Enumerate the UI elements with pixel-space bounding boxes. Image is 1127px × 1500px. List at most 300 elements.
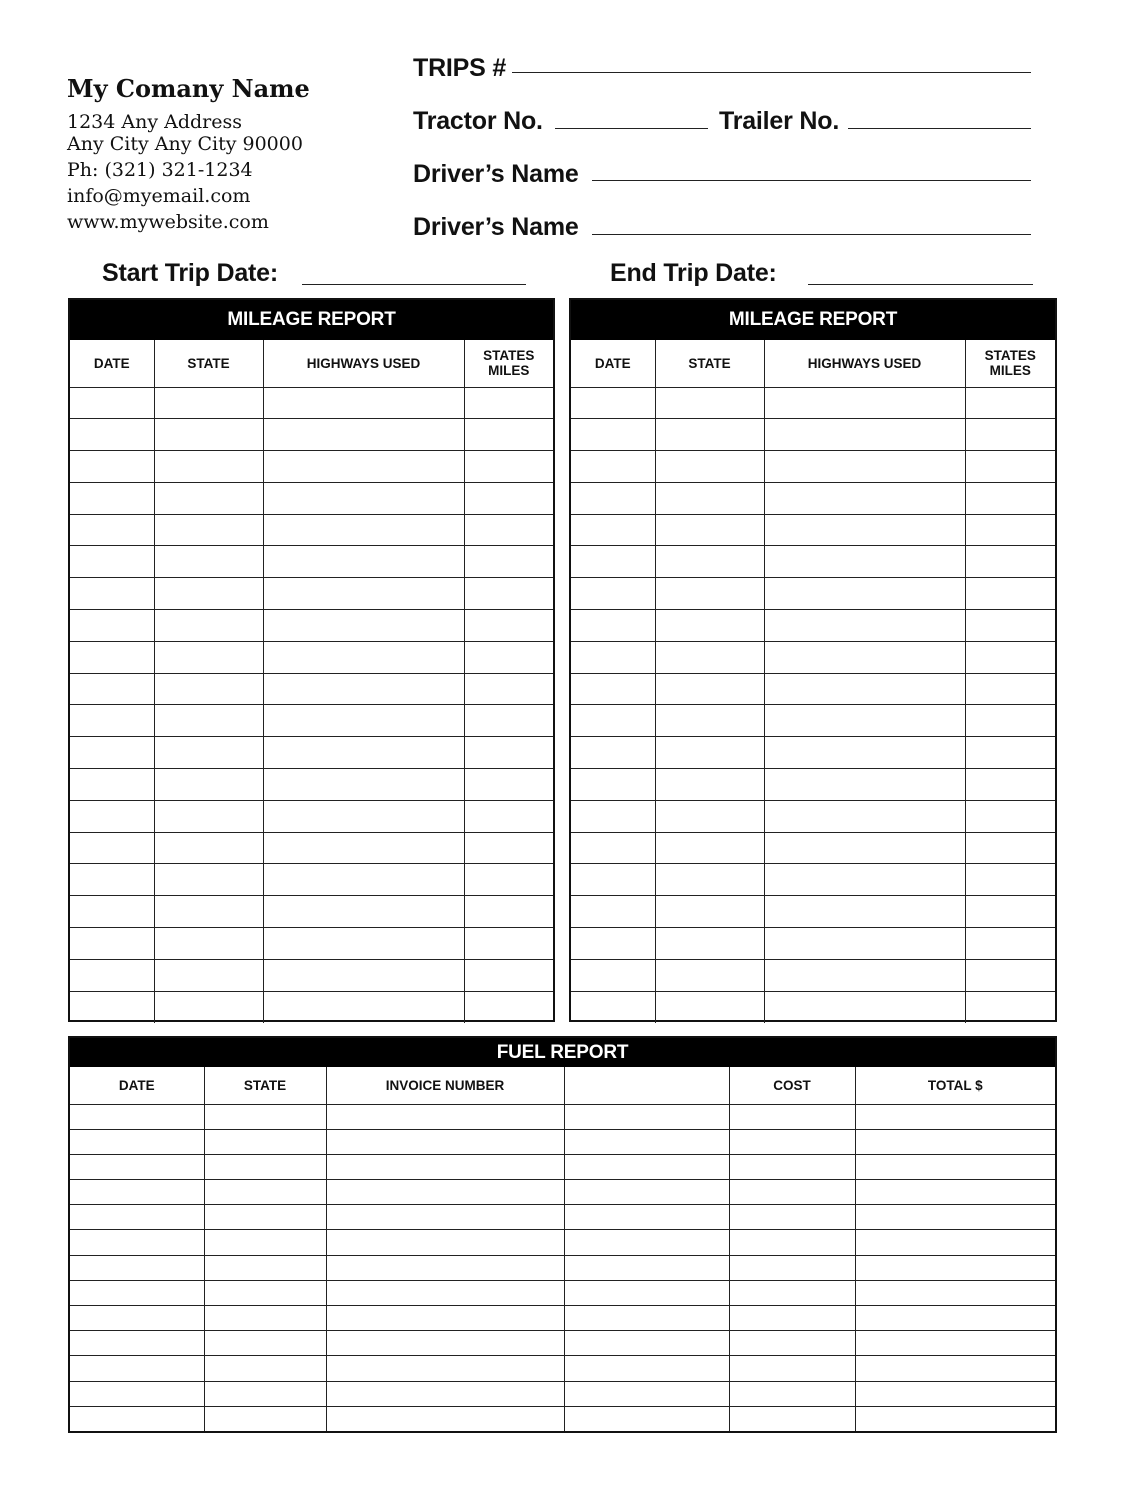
- table-cell[interactable]: [70, 1280, 204, 1305]
- table-cell[interactable]: [965, 864, 1055, 896]
- table-cell[interactable]: [564, 1104, 729, 1129]
- table-row: [70, 451, 553, 483]
- table-cell[interactable]: [965, 387, 1055, 419]
- table-cell[interactable]: [326, 1255, 564, 1280]
- table-row: [571, 928, 1055, 960]
- table-cell[interactable]: [70, 1104, 204, 1129]
- table-cell[interactable]: [564, 1255, 729, 1280]
- table-cell[interactable]: [154, 482, 263, 514]
- table-cell[interactable]: [571, 451, 655, 483]
- table-cell[interactable]: [154, 959, 263, 991]
- company-email: info@myemail.com: [67, 185, 251, 207]
- table-cell[interactable]: [263, 482, 464, 514]
- table-cell[interactable]: [70, 673, 154, 705]
- table-cell[interactable]: [764, 928, 965, 960]
- mileage-rows-left: [70, 387, 553, 1023]
- table-cell[interactable]: [564, 1180, 729, 1205]
- table-row: [571, 673, 1055, 705]
- table-cell[interactable]: [70, 864, 154, 896]
- company-address-line-1: 1234 Any Address: [67, 111, 242, 133]
- table-cell[interactable]: [326, 1381, 564, 1406]
- table-cell[interactable]: [464, 387, 553, 419]
- table-cell[interactable]: [564, 1356, 729, 1381]
- table-cell[interactable]: [764, 832, 965, 864]
- table-cell[interactable]: [965, 514, 1055, 546]
- table-cell[interactable]: [204, 1306, 326, 1331]
- table-row: [70, 610, 553, 642]
- table-cell[interactable]: [464, 769, 553, 801]
- table-cell[interactable]: [729, 1255, 855, 1280]
- table-cell[interactable]: [764, 387, 965, 419]
- table-cell[interactable]: [729, 1104, 855, 1129]
- table-cell[interactable]: [154, 864, 263, 896]
- table-cell[interactable]: [464, 705, 553, 737]
- table-cell[interactable]: [464, 673, 553, 705]
- table-cell[interactable]: [70, 1306, 204, 1331]
- table-cell[interactable]: [655, 419, 764, 451]
- table-cell[interactable]: [464, 546, 553, 578]
- end-trip-date-input-line[interactable]: [808, 284, 1033, 285]
- table-cell[interactable]: [764, 546, 965, 578]
- table-cell[interactable]: [154, 451, 263, 483]
- table-cell[interactable]: [70, 514, 154, 546]
- table-cell[interactable]: [154, 896, 263, 928]
- table-cell[interactable]: [564, 1331, 729, 1356]
- table-cell[interactable]: [764, 800, 965, 832]
- table-cell[interactable]: [326, 1154, 564, 1179]
- table-row: [70, 1230, 1055, 1255]
- table-cell[interactable]: [965, 546, 1055, 578]
- table-cell[interactable]: [855, 1129, 1055, 1154]
- table-row: [70, 896, 553, 928]
- table-row: [571, 705, 1055, 737]
- table-cell[interactable]: [855, 1381, 1055, 1406]
- table-cell[interactable]: [965, 896, 1055, 928]
- table-cell[interactable]: [965, 641, 1055, 673]
- table-cell[interactable]: [263, 959, 464, 991]
- table-cell[interactable]: [571, 419, 655, 451]
- table-cell[interactable]: [965, 959, 1055, 991]
- table-cell[interactable]: [70, 928, 154, 960]
- table-cell[interactable]: [855, 1230, 1055, 1255]
- mileage-rows-right: [571, 387, 1055, 1023]
- driver-name-label-2: Driver’s Name: [413, 213, 579, 241]
- table-cell[interactable]: [204, 1381, 326, 1406]
- table-cell[interactable]: [204, 1280, 326, 1305]
- table-cell[interactable]: [70, 419, 154, 451]
- table-cell[interactable]: [855, 1280, 1055, 1305]
- fuel-table: [70, 1067, 1055, 1431]
- table-cell[interactable]: [70, 1154, 204, 1179]
- table-cell[interactable]: [729, 1154, 855, 1179]
- table-cell[interactable]: [855, 1306, 1055, 1331]
- table-cell[interactable]: [154, 387, 263, 419]
- table-row: [70, 769, 553, 801]
- table-cell[interactable]: [729, 1406, 855, 1431]
- table-cell[interactable]: [464, 451, 553, 483]
- table-cell[interactable]: [326, 1129, 564, 1154]
- table-row: [571, 800, 1055, 832]
- table-cell[interactable]: [263, 451, 464, 483]
- table-cell[interactable]: [855, 1356, 1055, 1381]
- table-cell[interactable]: [655, 514, 764, 546]
- table-cell[interactable]: [655, 482, 764, 514]
- table-cell[interactable]: [729, 1356, 855, 1381]
- table-cell[interactable]: [965, 610, 1055, 642]
- table-cell[interactable]: [464, 959, 553, 991]
- tractor-input-line[interactable]: [555, 128, 708, 129]
- table-cell[interactable]: [326, 1280, 564, 1305]
- table-cell[interactable]: [326, 1205, 564, 1230]
- mileage-report-right: [569, 298, 1057, 1022]
- table-cell[interactable]: [729, 1129, 855, 1154]
- table-cell[interactable]: [70, 451, 154, 483]
- table-cell[interactable]: [154, 800, 263, 832]
- table-cell[interactable]: [655, 641, 764, 673]
- table-cell[interactable]: [729, 1205, 855, 1230]
- table-cell[interactable]: [154, 546, 263, 578]
- table-cell[interactable]: [70, 1180, 204, 1205]
- table-cell[interactable]: [655, 896, 764, 928]
- table-cell[interactable]: [70, 482, 154, 514]
- table-cell[interactable]: [571, 800, 655, 832]
- table-cell[interactable]: [204, 1230, 326, 1255]
- table-cell[interactable]: [263, 578, 464, 610]
- table-cell[interactable]: [855, 1154, 1055, 1179]
- table-cell[interactable]: [464, 737, 553, 769]
- table-cell[interactable]: [70, 578, 154, 610]
- table-cell[interactable]: [263, 387, 464, 419]
- table-cell[interactable]: [564, 1129, 729, 1154]
- table-row: [571, 482, 1055, 514]
- table-cell[interactable]: [204, 1356, 326, 1381]
- table-cell[interactable]: [571, 673, 655, 705]
- table-row: [70, 514, 553, 546]
- table-cell[interactable]: [154, 991, 263, 1023]
- table-cell[interactable]: [154, 578, 263, 610]
- table-cell[interactable]: [655, 610, 764, 642]
- table-row: [571, 864, 1055, 896]
- table-cell[interactable]: [326, 1331, 564, 1356]
- mileage-report-title: MILEAGE REPORT: [70, 300, 553, 340]
- table-cell[interactable]: [965, 673, 1055, 705]
- table-cell[interactable]: [564, 1230, 729, 1255]
- table-cell[interactable]: [655, 387, 764, 419]
- table-cell[interactable]: [70, 1356, 204, 1381]
- table-cell[interactable]: [571, 832, 655, 864]
- table-row: [70, 991, 553, 1023]
- column-header-date: DATE: [70, 340, 154, 387]
- table-cell[interactable]: [729, 1381, 855, 1406]
- table-cell[interactable]: [464, 641, 553, 673]
- table-cell[interactable]: [571, 705, 655, 737]
- table-row: [70, 1381, 1055, 1406]
- table-row: [70, 800, 553, 832]
- table-cell[interactable]: [571, 546, 655, 578]
- table-cell[interactable]: [764, 991, 965, 1023]
- table-cell[interactable]: [70, 610, 154, 642]
- table-cell[interactable]: [154, 514, 263, 546]
- table-cell[interactable]: [204, 1180, 326, 1205]
- table-cell[interactable]: [965, 451, 1055, 483]
- table-cell[interactable]: [564, 1306, 729, 1331]
- table-cell[interactable]: [655, 864, 764, 896]
- table-cell[interactable]: [70, 991, 154, 1023]
- table-cell[interactable]: [564, 1205, 729, 1230]
- table-cell[interactable]: [326, 1406, 564, 1431]
- table-row: [571, 387, 1055, 419]
- table-row: [70, 1180, 1055, 1205]
- table-cell[interactable]: [263, 864, 464, 896]
- table-cell[interactable]: [655, 800, 764, 832]
- table-cell[interactable]: [70, 737, 154, 769]
- table-row: [70, 419, 553, 451]
- table-row: [70, 546, 553, 578]
- table-cell[interactable]: [70, 1406, 204, 1431]
- table-row: [70, 737, 553, 769]
- table-cell[interactable]: [326, 1306, 564, 1331]
- table-cell[interactable]: [70, 546, 154, 578]
- table-cell[interactable]: [464, 482, 553, 514]
- table-cell[interactable]: [655, 737, 764, 769]
- trailer-label: Trailer No.: [719, 107, 840, 135]
- table-cell[interactable]: [764, 419, 965, 451]
- column-header-highways-used: HIGHWAYS USED: [764, 340, 965, 387]
- table-cell[interactable]: [764, 737, 965, 769]
- table-cell[interactable]: [655, 546, 764, 578]
- table-cell[interactable]: [204, 1154, 326, 1179]
- table-row: [70, 959, 553, 991]
- table-cell[interactable]: [464, 928, 553, 960]
- table-cell[interactable]: [965, 991, 1055, 1023]
- table-cell[interactable]: [965, 800, 1055, 832]
- table-cell[interactable]: [154, 419, 263, 451]
- table-cell[interactable]: [855, 1104, 1055, 1129]
- table-cell[interactable]: [764, 482, 965, 514]
- table-cell[interactable]: [564, 1154, 729, 1179]
- table-cell[interactable]: [326, 1104, 564, 1129]
- table-cell[interactable]: [70, 1230, 204, 1255]
- table-cell[interactable]: [564, 1406, 729, 1431]
- table-cell[interactable]: [326, 1356, 564, 1381]
- table-cell[interactable]: [263, 832, 464, 864]
- table-cell[interactable]: [464, 991, 553, 1023]
- table-cell[interactable]: [571, 896, 655, 928]
- table-cell[interactable]: [965, 769, 1055, 801]
- table-cell[interactable]: [655, 451, 764, 483]
- table-cell[interactable]: [70, 800, 154, 832]
- start-trip-date-label: Start Trip Date:: [102, 259, 278, 287]
- table-cell[interactable]: [70, 641, 154, 673]
- table-cell[interactable]: [729, 1331, 855, 1356]
- table-cell[interactable]: [729, 1230, 855, 1255]
- end-trip-date-label: End Trip Date:: [610, 259, 777, 287]
- table-row: [571, 641, 1055, 673]
- table-cell[interactable]: [70, 705, 154, 737]
- table-cell[interactable]: [464, 610, 553, 642]
- table-cell[interactable]: [154, 769, 263, 801]
- table-cell[interactable]: [764, 959, 965, 991]
- table-cell[interactable]: [70, 1205, 204, 1230]
- table-cell[interactable]: [204, 1255, 326, 1280]
- table-cell[interactable]: [571, 387, 655, 419]
- table-cell[interactable]: [204, 1205, 326, 1230]
- table-cell[interactable]: [855, 1331, 1055, 1356]
- driver-name-label-1: Driver’s Name: [413, 160, 579, 188]
- table-cell[interactable]: [263, 419, 464, 451]
- trailer-input-line[interactable]: [848, 128, 1031, 129]
- table-cell[interactable]: [204, 1406, 326, 1431]
- table-cell[interactable]: [154, 641, 263, 673]
- fuel-report-title: FUEL REPORT: [70, 1038, 1055, 1067]
- table-row: [70, 1255, 1055, 1280]
- table-cell[interactable]: [965, 705, 1055, 737]
- start-trip-date-input-line[interactable]: [302, 284, 526, 285]
- table-cell[interactable]: [263, 514, 464, 546]
- table-cell[interactable]: [263, 800, 464, 832]
- table-cell[interactable]: [70, 1255, 204, 1280]
- table-cell[interactable]: [70, 959, 154, 991]
- table-row: [571, 991, 1055, 1023]
- table-cell[interactable]: [571, 991, 655, 1023]
- table-cell[interactable]: [154, 928, 263, 960]
- table-row: [70, 673, 553, 705]
- table-cell[interactable]: [655, 928, 764, 960]
- table-cell[interactable]: [764, 864, 965, 896]
- table-cell[interactable]: [464, 578, 553, 610]
- table-cell[interactable]: [154, 737, 263, 769]
- table-cell[interactable]: [729, 1306, 855, 1331]
- table-cell[interactable]: [263, 896, 464, 928]
- table-cell[interactable]: [571, 578, 655, 610]
- table-cell[interactable]: [70, 832, 154, 864]
- column-header-states-miles: STATES MILES: [464, 340, 553, 387]
- table-row: [70, 387, 553, 419]
- table-cell[interactable]: [764, 514, 965, 546]
- table-cell[interactable]: [764, 673, 965, 705]
- table-cell[interactable]: [70, 896, 154, 928]
- table-cell[interactable]: [965, 578, 1055, 610]
- table-row: [70, 1104, 1055, 1129]
- table-cell[interactable]: [764, 896, 965, 928]
- table-cell[interactable]: [464, 864, 553, 896]
- table-cell[interactable]: [263, 769, 464, 801]
- table-cell[interactable]: [571, 928, 655, 960]
- company-phone: Ph: (321) 321-1234: [67, 159, 253, 181]
- table-cell[interactable]: [464, 419, 553, 451]
- table-cell[interactable]: [655, 959, 764, 991]
- table-cell[interactable]: [263, 705, 464, 737]
- table-cell[interactable]: [655, 991, 764, 1023]
- table-cell[interactable]: [464, 896, 553, 928]
- table-row: [70, 1129, 1055, 1154]
- table-cell[interactable]: [764, 578, 965, 610]
- table-row: [70, 1205, 1055, 1230]
- table-cell[interactable]: [154, 832, 263, 864]
- driver-name-input-line-2[interactable]: [592, 234, 1031, 235]
- table-cell[interactable]: [263, 928, 464, 960]
- table-cell[interactable]: [571, 482, 655, 514]
- driver-name-input-line-1[interactable]: [592, 180, 1031, 181]
- table-cell[interactable]: [571, 737, 655, 769]
- table-cell[interactable]: [263, 991, 464, 1023]
- table-cell[interactable]: [154, 673, 263, 705]
- table-cell[interactable]: [855, 1406, 1055, 1431]
- table-cell[interactable]: [204, 1129, 326, 1154]
- table-cell[interactable]: [70, 769, 154, 801]
- table-row: [571, 737, 1055, 769]
- table-cell[interactable]: [70, 1381, 204, 1406]
- table-cell[interactable]: [855, 1255, 1055, 1280]
- table-cell[interactable]: [655, 832, 764, 864]
- table-cell[interactable]: [965, 928, 1055, 960]
- table-cell[interactable]: [571, 959, 655, 991]
- table-cell[interactable]: [965, 482, 1055, 514]
- table-cell[interactable]: [154, 705, 263, 737]
- table-cell[interactable]: [263, 641, 464, 673]
- trips-label: TRIPS #: [413, 54, 507, 82]
- table-cell[interactable]: [464, 832, 553, 864]
- table-cell[interactable]: [204, 1331, 326, 1356]
- table-cell[interactable]: [564, 1280, 729, 1305]
- table-cell[interactable]: [764, 451, 965, 483]
- table-cell[interactable]: [764, 610, 965, 642]
- table-cell[interactable]: [263, 737, 464, 769]
- table-cell[interactable]: [655, 769, 764, 801]
- table-cell[interactable]: [655, 578, 764, 610]
- table-cell[interactable]: [655, 673, 764, 705]
- table-cell[interactable]: [464, 800, 553, 832]
- table-cell[interactable]: [655, 705, 764, 737]
- table-cell[interactable]: [729, 1280, 855, 1305]
- table-cell[interactable]: [571, 641, 655, 673]
- table-cell[interactable]: [263, 546, 464, 578]
- table-cell[interactable]: [204, 1104, 326, 1129]
- table-cell[interactable]: [764, 641, 965, 673]
- table-cell[interactable]: [855, 1205, 1055, 1230]
- company-name: My Comany Name: [67, 74, 310, 103]
- table-cell[interactable]: [154, 610, 263, 642]
- table-cell[interactable]: [263, 610, 464, 642]
- table-cell[interactable]: [729, 1180, 855, 1205]
- table-cell[interactable]: [70, 1129, 204, 1154]
- table-row: [571, 610, 1055, 642]
- table-cell[interactable]: [564, 1381, 729, 1406]
- table-row: [571, 959, 1055, 991]
- table-row: [70, 1280, 1055, 1305]
- table-cell[interactable]: [764, 769, 965, 801]
- table-cell[interactable]: [855, 1180, 1055, 1205]
- table-cell[interactable]: [70, 387, 154, 419]
- table-cell[interactable]: [326, 1180, 564, 1205]
- table-cell[interactable]: [263, 673, 464, 705]
- table-cell[interactable]: [326, 1230, 564, 1255]
- table-cell[interactable]: [571, 864, 655, 896]
- trips-input-line[interactable]: [512, 72, 1031, 73]
- table-cell[interactable]: [70, 1331, 204, 1356]
- table-cell[interactable]: [571, 610, 655, 642]
- table-cell[interactable]: [965, 737, 1055, 769]
- table-cell[interactable]: [764, 705, 965, 737]
- table-cell[interactable]: [571, 769, 655, 801]
- company-address-line-2: Any City Any City 90000: [67, 133, 303, 155]
- table-cell[interactable]: [464, 514, 553, 546]
- column-header-cost: COST: [729, 1067, 855, 1104]
- table-cell[interactable]: [571, 514, 655, 546]
- table-row: [70, 641, 553, 673]
- table-cell[interactable]: [965, 419, 1055, 451]
- table-cell[interactable]: [965, 832, 1055, 864]
